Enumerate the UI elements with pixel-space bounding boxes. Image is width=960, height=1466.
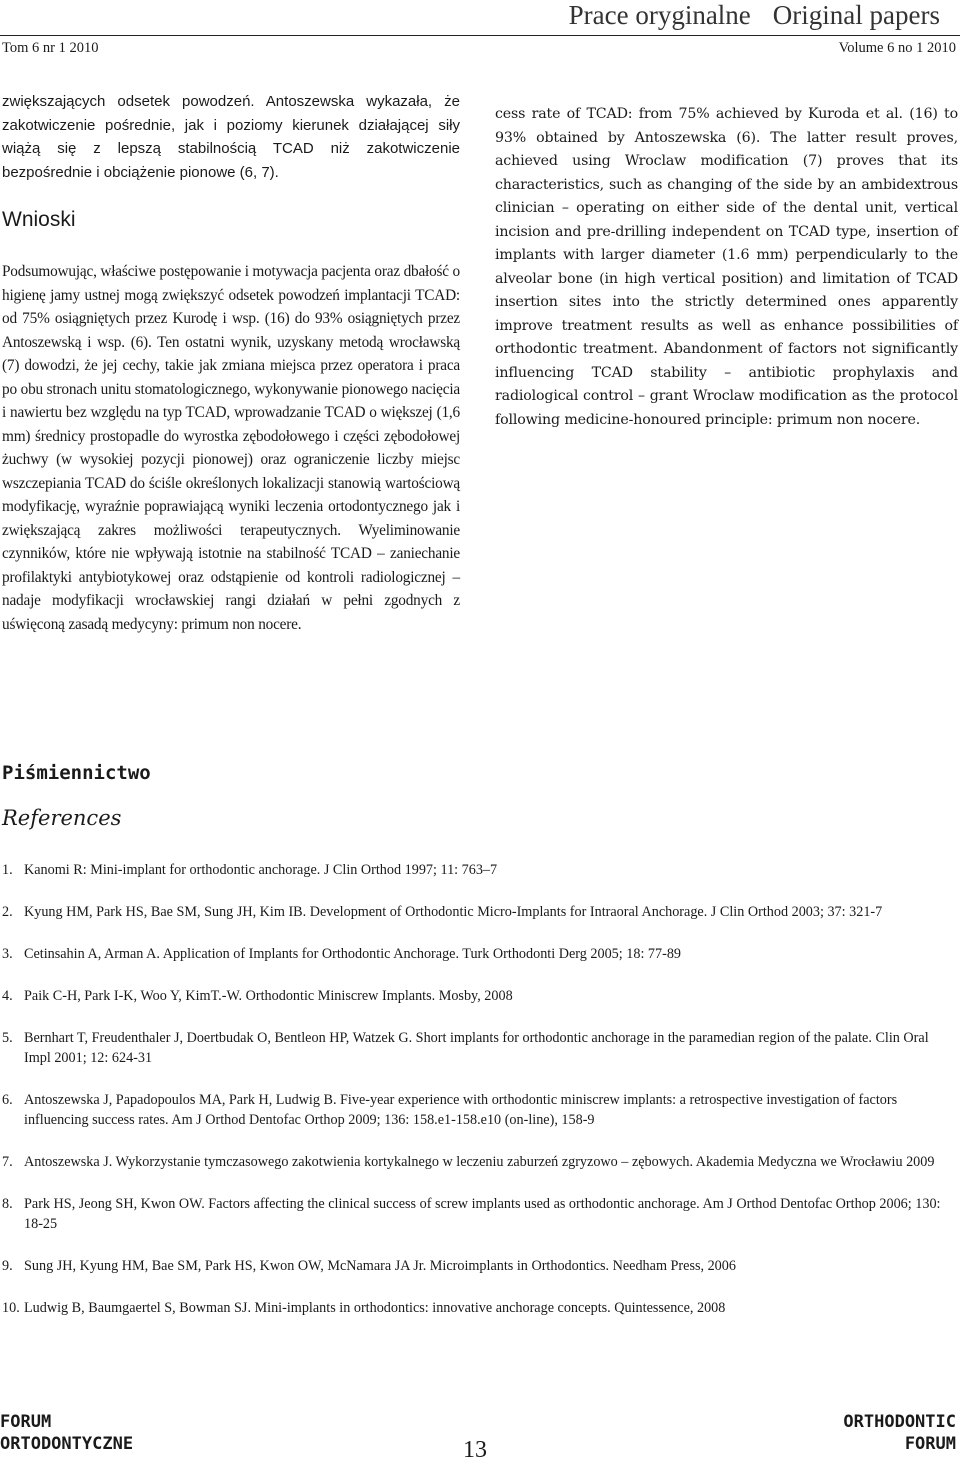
reference-item bbox=[2, 986, 952, 1006]
reference-text: Antoszewska J, Papadopoulos MA, Park H, Ludwig B. Five-year experience with orthodontic miniscrew implants: a retrospective investigation of factors influencing success rates. Am J Orthod Dentofac Orthop 2009; 136: 158.e1-158.e10 (on-line), 158-9 bbox=[24, 1092, 898, 1128]
references-list bbox=[2, 860, 952, 1318]
reference-number: 4. bbox=[2, 988, 13, 1004]
reference-number: 7. bbox=[2, 1154, 13, 1170]
volume-polish: Tom 6 nr 1 2010 bbox=[2, 40, 99, 56]
reference-item bbox=[2, 1090, 952, 1130]
reference-number: 9. bbox=[2, 1258, 13, 1274]
reference-number: 3. bbox=[2, 946, 13, 962]
section-title-polish: Prace oryginalne bbox=[568, 0, 751, 30]
left-column bbox=[2, 90, 460, 636]
reference-number: 8. bbox=[2, 1196, 13, 1212]
reference-item bbox=[2, 1256, 952, 1276]
reference-text: Kanomi R: Mini-implant for orthodontic anchorage. J Clin Orthod 1997; 11: 763–7 bbox=[24, 862, 498, 878]
reference-number: 2. bbox=[2, 904, 13, 920]
reference-number: 1. bbox=[2, 862, 13, 878]
reference-item bbox=[2, 1194, 952, 1234]
reference-text: Sung JH, Kyung HM, Bae SM, Park HS, Kwon OW, McNamara JA Jr. Microimplants in Orthodontics. Needham Press, 2006 bbox=[24, 1258, 736, 1274]
journal-section-title bbox=[547, 0, 940, 30]
reference-text: Ludwig B, Baumgaertel S, Bowman SJ. Mini-implants in orthodontics: innovative anchorage concepts. Quintessence, 2008 bbox=[24, 1300, 726, 1316]
footer-right-logo bbox=[843, 1411, 956, 1455]
right-column bbox=[495, 103, 958, 432]
reference-text: Cetinsahin A, Arman A. Application of Implants for Orthodontic Anchorage. Turk Orthodonti Derg 2005; 18: 77-89 bbox=[24, 946, 682, 962]
references-heading-polish: Piśmiennictwo bbox=[2, 762, 151, 784]
reference-item bbox=[2, 944, 952, 964]
reference-number: 6. bbox=[2, 1092, 13, 1108]
footer-left-line1: FORUM bbox=[0, 1412, 52, 1432]
footer-right-line1: ORTHODONTIC bbox=[843, 1412, 956, 1432]
reference-item bbox=[2, 860, 952, 880]
reference-text: Kyung HM, Park HS, Bae SM, Sung JH, Kim IB. Development of Orthodontic Micro-Implants for Intraoral Anchorage. J Clin Orthod 2003; 37: 321-7 bbox=[24, 904, 883, 920]
reference-text: Park HS, Jeong SH, Kwon OW. Factors affecting the clinical success of screw implants used as orthodontic anchorage. Am J Orthod Dentofac Orthop 2006; 130: 18-25 bbox=[24, 1196, 941, 1232]
section-title-english: Original papers bbox=[772, 0, 940, 30]
conclusions-paragraph: Podsumowując, właściwe postępowanie i motywacja pacjenta oraz dbałość o higienę jamy ustnej mogą zwiększyć odsetek powodzeń implantacji TCAD: od 75% osiągniętych przez Kurodę i wsp. (16) do 93% osiągniętych przez Antoszewską i wsp. (6). Ten ostatni wynik, uzyskany metodą wrocławską (7) dowodzi, że jej cechy, takie jak zmiana miejsca przez operatora i praca po obu stronach unitu stomatologicznego, wykonywanie pionowego nacięcia i nawiertu bez względu na typ TCAD, wprowadzanie TCAD o większej (1,6 mm) średnicy prostopadle do wyrostka zębodołowego i części zębodołowej żuchwy (w wysokiej pozycji pionowej) oraz ograniczenie liczby miejsc wszczepiania TCAD do ściśle określonych lokalizacji stanowią wartościową modyfikację, wyraźnie poprawiającą wyniki leczenia ortodontycznego jak i zwiększającą zakres możliwości terapeutycznych. Wyeliminowanie czynników, które nie wpływają istotnie na stabilność TCAD – zaniechanie profilaktyki antybiotykowej oraz odstąpienie od kontroli radiologicznej – nadaje modyfikacji wrocławskiej rangi działań w pełni zgodnych z uświęconą zasadą medycyny: primum non nocere. bbox=[2, 263, 460, 633]
intro-paragraph: zwiększających odsetek powodzeń. Antoszewska wykazała, że zakotwiczenie pośrednie, jak i poziomy kierunek działającej siły wiążą się z lepszą stabilnością TCAD niż zakotwiczenie bezpośrednie i obciążenie pionowe (6, 7). bbox=[2, 93, 460, 181]
header-rule bbox=[0, 35, 960, 36]
volume-english: Volume 6 no 1 2010 bbox=[838, 40, 956, 56]
reference-item bbox=[2, 1298, 952, 1318]
footer-right-line2: FORUM bbox=[904, 1434, 956, 1454]
reference-item bbox=[2, 1152, 952, 1172]
page-number: 13 bbox=[463, 1437, 487, 1463]
footer-left-line2: ORTODONTYCZNE bbox=[0, 1434, 134, 1454]
reference-text: Antoszewska J. Wykorzystanie tymczasowego zakotwienia kortykalnego w leczeniu zaburzeń zgryzowo – zębowych. Akademia Medyczna we Wrocławiu 2009 bbox=[24, 1154, 935, 1170]
references-heading-english: References bbox=[2, 806, 122, 830]
reference-number: 10. bbox=[2, 1300, 20, 1316]
reference-text: Bernhart T, Freudenthaler J, Doertbudak O, Bentleon HP, Watzek G. Short implants for orthodontic anchorage in the paramedian region of the palate. Clin Oral Impl 2001; 12: 624-31 bbox=[24, 1030, 929, 1066]
reference-item bbox=[2, 902, 952, 922]
english-conclusions-paragraph: cess rate of TCAD: from 75% achieved by Kuroda et al. (16) to 93% obtained by Antoszewska (6). The latter result proves, achieved using Wroclaw modification (7) proves that its characteristics, such as changing of the side by an ambidextrous clinician – operating on either side of the dental unit, vertical incision and pre-drilling independent on TCAD type, insertion of implants with larger diameter (1.6 mm) perpendicularly to the alveolar bone (in high vertical position) and limitation of TCAD insertion sites into the strictly determined ones apparently improve treatment results as well as enhance possibilities of orthodontic treatment. Abandonment of factors not significantly influencing TCAD stability – antibiotic prophylaxis and radiological control – grant Wroclaw modification as the protocol following medicine-honoured principle: primum non nocere. bbox=[495, 106, 958, 428]
conclusions-heading: Wnioski bbox=[2, 208, 76, 231]
reference-item bbox=[2, 1028, 952, 1068]
footer-left-logo bbox=[0, 1411, 133, 1455]
reference-number: 5. bbox=[2, 1030, 13, 1046]
reference-text: Paik C-H, Park I-K, Woo Y, KimT.-W. Orthodontic Miniscrew Implants. Mosby, 2008 bbox=[24, 988, 513, 1004]
